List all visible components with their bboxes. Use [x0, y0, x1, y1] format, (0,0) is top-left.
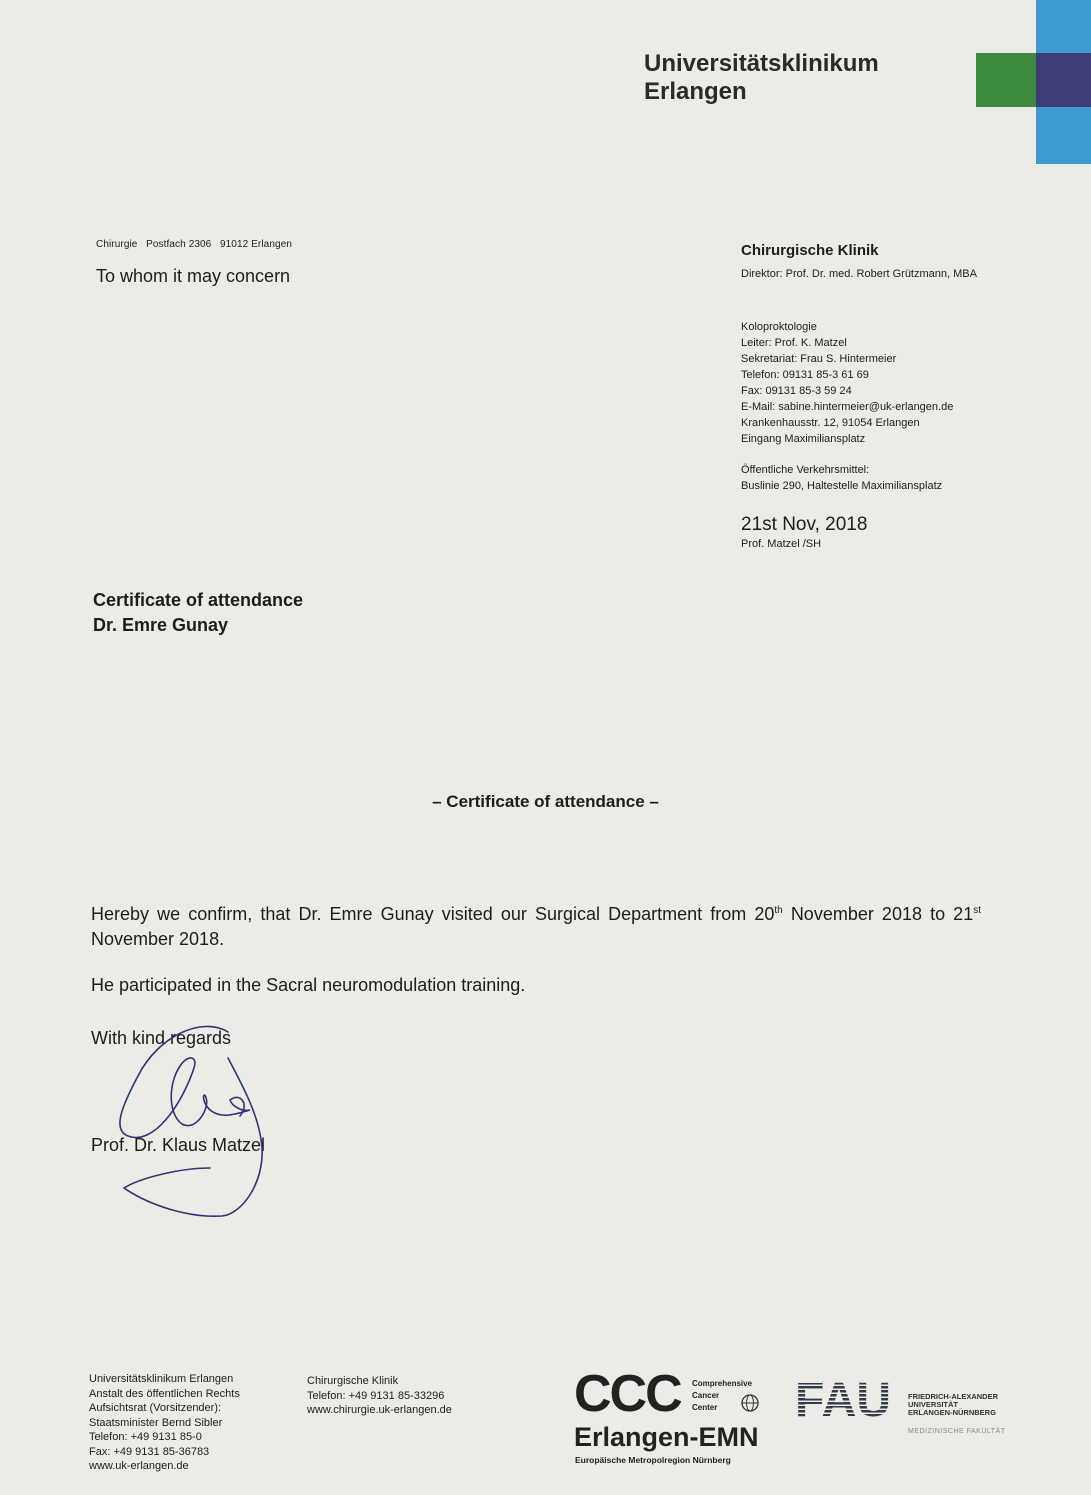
para-text: November 2018 to 21 — [782, 904, 974, 924]
contact-line: Leiter: Prof. K. Matzel — [741, 337, 847, 349]
globe-icon — [740, 1393, 760, 1413]
contact-block — [741, 319, 953, 447]
contact-line: E-Mail: sabine.hintermeier@uk-erlangen.de — [741, 401, 954, 413]
ccc-caption-line: Cancer — [692, 1391, 720, 1400]
footer-line: Telefon: +49 9131 85-33296 — [307, 1389, 445, 1402]
subject-block — [93, 588, 303, 638]
subject-line: Certificate of attendance — [93, 590, 304, 610]
para-text: Hereby we confirm, that Dr. Emre Gunay visited our Surgical Department from 20 — [91, 904, 775, 924]
institution-line2: Erlangen — [644, 78, 747, 105]
subject-name: Dr. Emre Gunay — [93, 615, 229, 635]
footer-line: Aufsichtsrat (Vorsitzender): — [89, 1402, 222, 1414]
closing: With kind regards — [91, 1028, 232, 1048]
contact-line: Koloproktologie — [741, 321, 817, 333]
sender-address-line: Chirurgie Postfach 2306 91012 Erlangen — [96, 239, 292, 250]
department-name: Chirurgische Klinik — [741, 242, 879, 259]
footer-line: www.chirurgie.uk-erlangen.de — [307, 1404, 452, 1416]
footer-institution — [89, 1372, 240, 1474]
institution-logo-text — [644, 50, 879, 106]
contact-line: Krankenhausstr. 12, 91054 Erlangen — [741, 417, 920, 429]
handwritten-signature — [110, 1018, 280, 1223]
footer-line: Anstalt des öffentlichen Rechts — [89, 1387, 240, 1400]
institution-line1: Universitätsklinikum — [644, 50, 879, 77]
footer-line: Telefon: +49 9131 85-0 — [89, 1431, 202, 1443]
brand-bar-purple — [1036, 53, 1091, 107]
contact-line: Eingang Maximiliansplatz — [741, 433, 866, 445]
contact-line: Sekretariat: Frau S. Hintermeier — [741, 353, 897, 365]
footer-line: www.uk-erlangen.de — [89, 1460, 189, 1472]
brand-bar-blue-bottom — [1036, 107, 1091, 164]
ccc-caption-line: Comprehensive — [692, 1379, 753, 1388]
certificate-heading: – Certificate of attendance – — [432, 792, 659, 811]
fau-logo — [795, 1378, 903, 1420]
transport-line: Öffentliche Verkehrsmittel: — [741, 464, 870, 476]
para-text: November 2018. — [91, 929, 225, 949]
para-superscript: th — [774, 905, 783, 916]
footer-line: Staatsminister Bernd Sibler — [89, 1416, 223, 1429]
letter-reference: Prof. Matzel /SH — [741, 538, 822, 550]
fau-logo-text — [908, 1393, 998, 1417]
confirmation-paragraph — [91, 898, 981, 952]
fau-logo-letters: FAU — [795, 1378, 891, 1420]
fau-text-line: FRIEDRICH-ALEXANDER — [908, 1392, 998, 1401]
signer-name: Prof. Dr. Klaus Matzel — [91, 1135, 266, 1155]
para-superscript: st — [973, 905, 981, 916]
footer-line: Chirurgische Klinik — [307, 1375, 399, 1387]
contact-line: Fax: 09131 85-3 59 24 — [741, 385, 852, 397]
letter-date: 21st Nov, 2018 — [741, 514, 868, 535]
fau-faculty: MEDIZINISCHE FAKULTÄT — [908, 1428, 1006, 1435]
ccc-logo-letters: CCC — [574, 1365, 681, 1423]
ccc-logo-city: Erlangen-EMN — [574, 1422, 759, 1452]
training-paragraph: He participated in the Sacral neuromodulation training. — [91, 975, 526, 995]
ccc-logo-region: Europäische Metropolregion Nürnberg — [575, 1455, 731, 1465]
footer-department — [307, 1374, 452, 1418]
brand-bar-green — [976, 53, 1036, 107]
transport-line: Buslinie 290, Haltestelle Maximiliansplatz — [741, 480, 943, 492]
footer-line: Fax: +49 9131 85-36783 — [89, 1445, 210, 1458]
footer-line: Universitätsklinikum Erlangen — [89, 1373, 234, 1385]
department-director: Direktor: Prof. Dr. med. Robert Grützmann, MBA — [741, 268, 977, 280]
contact-line: Telefon: 09131 85-3 61 69 — [741, 369, 869, 381]
transport-block — [741, 462, 942, 494]
brand-bar-blue-top — [1036, 0, 1091, 53]
fau-text-line: UNIVERSITÄT — [908, 1400, 959, 1409]
ccc-caption-line: Center — [692, 1403, 718, 1412]
salutation: To whom it may concern — [96, 266, 291, 286]
fau-text-line: ERLANGEN-NÜRNBERG — [908, 1408, 996, 1417]
